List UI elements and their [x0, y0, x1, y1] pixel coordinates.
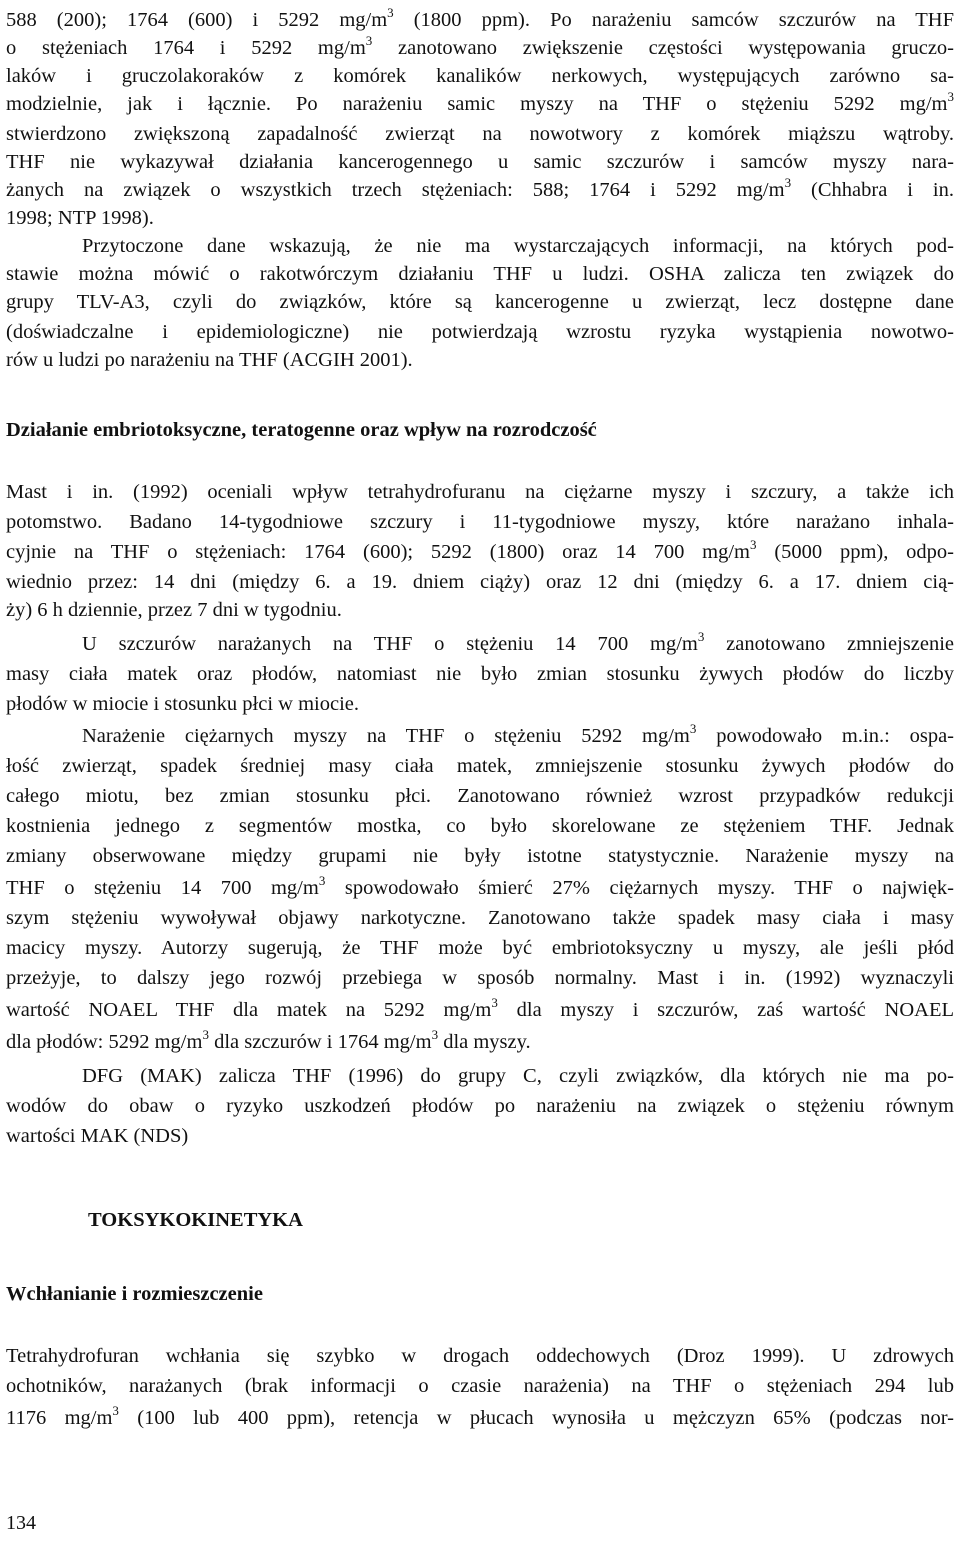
text-run: ży) 6 h dziennie, przez 7 dni w tygodniu. — [6, 599, 342, 621]
text-line — [6, 1028, 954, 1056]
superscript: 3 — [750, 537, 757, 552]
text-run: kostnienia jednego z segmentów mostka, co było skorelowane ze stężeniem THF. Jednak — [6, 815, 954, 837]
text-run: całego miotu, bez zmian stosunku płci. Zanotowano również wzrost przypadków redukcji — [6, 785, 954, 807]
text-run: stawie można mówić o rakotwórczym działaniu THF u ludzi. OSHA zalicza ten związek do — [6, 263, 954, 285]
section-heading — [6, 1206, 954, 1234]
text-run: Narażenie ciężarnych myszy na THF o stężeniu 5292 mg/m — [82, 725, 690, 747]
text-line — [6, 6, 954, 34]
text-line — [6, 90, 954, 118]
text-run: wartości MAK (NDS) — [6, 1125, 189, 1147]
text-run: (5000 ppm), odpo- — [756, 541, 954, 563]
text-line — [6, 34, 954, 62]
superscript: 3 — [697, 629, 705, 644]
text-run: masy ciała matek oraz płodów, natomiast nie było zmian stosunku żywych płodów do liczby — [6, 663, 954, 685]
text-run: zmiany obserwowane między grupami nie były istotne statystycznie. Narażenie myszy na — [6, 845, 954, 867]
text-run: U szczurów narażanych na THF o stężeniu 14 700 mg/m — [82, 633, 698, 655]
text-run: wodów do obaw o ryzyko uszkodzeń płodów po narażeniu na związek o stężeniu równym — [6, 1095, 954, 1117]
text-line — [6, 1122, 954, 1150]
text-line — [6, 176, 954, 204]
text-run: zanotowano zmniejszenie — [704, 633, 954, 655]
text-line — [6, 934, 954, 962]
text-run: Mast i in. (1992) oceniali wpływ tetrahydrofuranu na ciężarne myszy i szczury, a także ich — [6, 481, 954, 503]
superscript: 3 — [387, 5, 394, 20]
text-line — [6, 1372, 954, 1400]
text-run: (Chhabra i in. — [791, 179, 955, 201]
text-line — [6, 660, 954, 688]
text-line — [6, 120, 954, 148]
text-run: łość zwierząt, spadek średniej masy ciała matek, zmniejszenie stosunku żywych płodów do — [6, 755, 954, 777]
text-run: zanotowano zwiększenie częstości występowania gruczo- — [372, 37, 954, 59]
superscript: 3 — [689, 721, 697, 736]
text-line — [6, 1062, 954, 1090]
text-line — [6, 204, 954, 232]
text-run: stwierdzono zwiększoną zapadalność zwierząt na nowotwory z komórek miąższu wątroby. — [6, 123, 954, 145]
text-run: laków i gruczolakoraków z komórek kanalików nerkowych, występujących zarówno sa- — [6, 65, 954, 87]
text-run: modzielnie, jak i łącznie. Po narażeniu samic myszy na THF o stężeniu 5292 mg/m — [6, 93, 948, 115]
superscript: 3 — [947, 89, 954, 104]
text-line — [6, 812, 954, 840]
text-run: o stężeniach 1764 i 5292 mg/m — [6, 37, 366, 59]
text-run: przeżyje, to dalszy jego rozwój przebiega w sposób normalny. Mast i in. (1992) wyznaczyli — [6, 967, 954, 989]
text-line — [6, 996, 954, 1024]
text-line — [6, 1404, 954, 1432]
text-run: ochotników, narażanych (brak informacji o czasie narażenia) na THF o stężeniach 294 lub — [6, 1375, 954, 1397]
text-line — [6, 1342, 954, 1370]
text-run: dla płodów: 5292 mg/m — [6, 1031, 203, 1053]
text-line — [6, 478, 954, 506]
text-run: macicy myszy. Autorzy sugerują, że THF może być embriotoksyczny u myszy, ale jeśli płód — [6, 937, 954, 959]
text-line — [6, 690, 954, 718]
text-run: THF o stężeniu 14 700 mg/m — [6, 877, 319, 899]
superscript: 3 — [112, 1403, 119, 1418]
text-line — [6, 874, 954, 902]
text-line — [6, 964, 954, 992]
text-run: wiednio przez: 14 dni (między 6. a 19. dniem ciąży) oraz 12 dni (między 6. a 17. dniem cią- — [6, 571, 954, 593]
text-run: szym stężeniu wywoływał objawy narkotyczne. Zanotowano także spadek masy ciała i masy — [6, 907, 954, 929]
text-line — [6, 318, 954, 346]
text-run: grupy TLV-A3, czyli do związków, które są kancerogenne u zwierząt, lecz dostępne dane — [6, 291, 954, 313]
text-line — [6, 842, 954, 870]
section-heading — [6, 416, 954, 444]
text-run: dla myszy. — [438, 1031, 531, 1053]
text-run: żanych na związek o wszystkich trzech stężeniach: 588; 1764 i 5292 mg/m — [6, 179, 785, 201]
text-line — [6, 538, 954, 566]
text-line — [6, 232, 954, 260]
text-run: Tetrahydrofuran wchłania się szybko w drogach oddechowych (Droz 1999). U zdrowych — [6, 1345, 954, 1367]
text-run: dla myszy i szczurów, zaś wartość NOAEL — [497, 999, 954, 1021]
text-line — [6, 1092, 954, 1120]
text-run: (1800 ppm). Po narażeniu samców szczurów na THF — [393, 9, 954, 31]
text-run: 1998; NTP 1998). — [6, 207, 154, 229]
text-line — [6, 596, 954, 624]
text-line — [6, 260, 954, 288]
text-run: Działanie embriotoksyczne, teratogenne oraz wpływ na rozrodczość — [6, 419, 597, 441]
text-run: wartość NOAEL THF dla matek na 5292 mg/m — [6, 999, 492, 1021]
text-run: płodów w miocie i stosunku płci w miocie. — [6, 693, 360, 715]
text-line — [6, 782, 954, 810]
superscript: 3 — [784, 175, 792, 190]
superscript: 3 — [318, 873, 326, 888]
text-run: (100 lub 400 ppm), retencja w płucach wynosiła u mężczyzn 65% (podczas nor- — [118, 1407, 955, 1429]
text-run: 1176 mg/m — [6, 1407, 113, 1429]
text-line — [6, 508, 954, 536]
text-line — [6, 722, 954, 750]
text-line — [6, 148, 954, 176]
text-line — [6, 904, 954, 932]
superscript: 3 — [431, 1027, 439, 1042]
text-run: potomstwo. Badano 14-tygodniowe szczury i 11-tygodniowe myszy, które narażano inhala- — [6, 511, 954, 533]
text-run: (doświadczalne i epidemiologiczne) nie potwierdzają wzrostu ryzyka wystąpienia nowotwo- — [6, 321, 954, 343]
text-run: DFG (MAK) zalicza THF (1996) do grupy C, czyli związków, dla których nie ma po- — [82, 1065, 954, 1087]
text-line — [6, 568, 954, 596]
text-line — [6, 752, 954, 780]
text-run: THF nie wykazywał działania kancerogennego u samic szczurów i samców myszy nara- — [6, 151, 954, 173]
text-line — [6, 346, 954, 374]
text-run: spowodowało śmierć 27% ciężarnych myszy. THF o najwięk- — [325, 877, 954, 899]
superscript: 3 — [491, 995, 498, 1010]
text-run: Wchłanianie i rozmieszczenie — [6, 1283, 263, 1305]
page-number: 134 — [6, 1512, 36, 1534]
text-run: dla szczurów i 1764 mg/m — [208, 1031, 432, 1053]
superscript: 3 — [202, 1027, 209, 1042]
text-run: TOKSYKOKINETYKA — [88, 1209, 303, 1231]
text-run: powodowało m.in.: ospa- — [696, 725, 954, 747]
section-heading — [6, 1280, 954, 1308]
text-line — [6, 630, 954, 658]
text-run: rów u ludzi po narażeniu na THF (ACGIH 2001). — [6, 349, 413, 371]
text-run: 588 (200); 1764 (600) i 5292 mg/m — [6, 9, 388, 31]
text-line — [6, 62, 954, 90]
text-run: cyjnie na THF o stężeniach: 1764 (600); 5292 (1800) oraz 14 700 mg/m — [6, 541, 750, 563]
superscript: 3 — [365, 33, 373, 48]
text-line — [6, 288, 954, 316]
text-run: Przytoczone dane wskazują, że nie ma wystarczających informacji, na których pod- — [82, 235, 954, 257]
